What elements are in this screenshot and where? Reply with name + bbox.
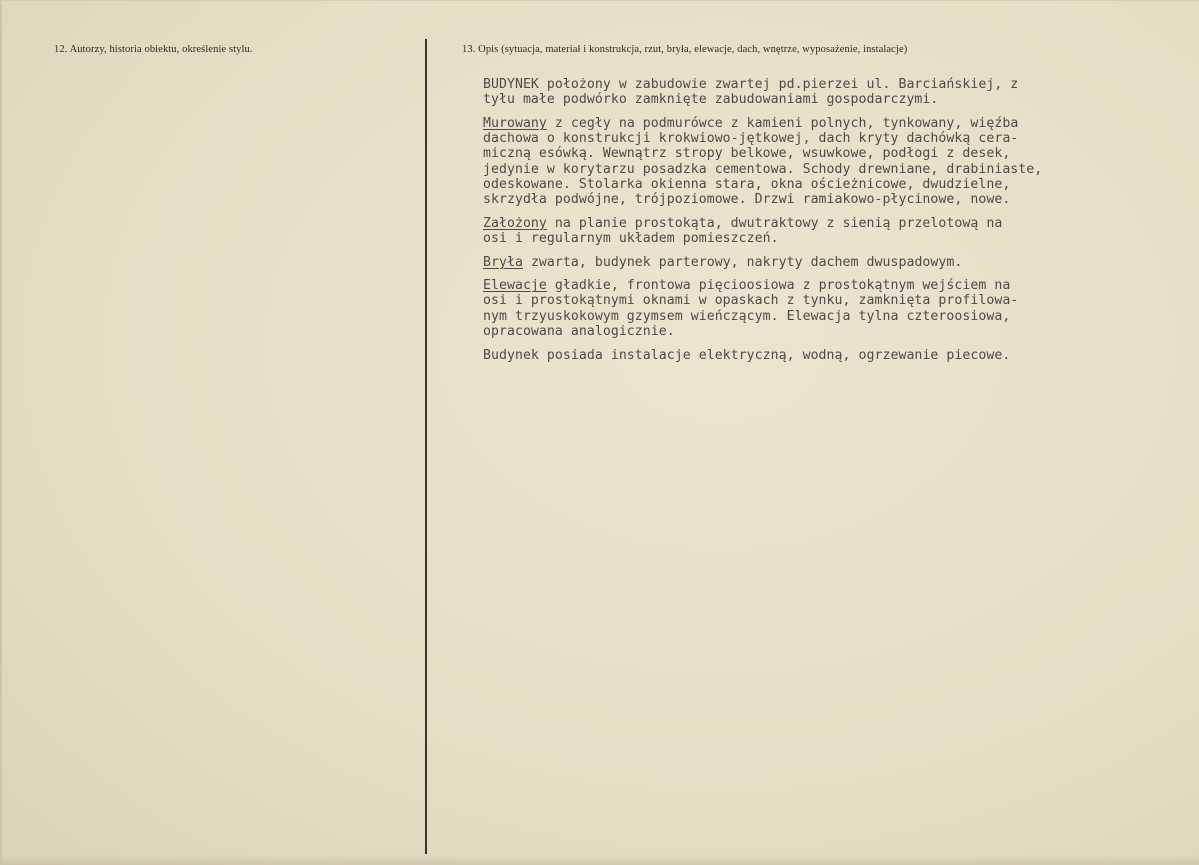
text-line-rest: na planie prostokąta, dwutraktowy z sienią przelotową na: [546, 215, 1003, 231]
paragraph-installations: [483, 348, 1188, 363]
text-line: [483, 216, 1188, 231]
text-line: osi i prostokątnymi oknami w opaskach z tynku, zamknięta profilowa-: [483, 293, 1019, 309]
column-divider: [425, 39, 427, 854]
text-line-rest: gładkie, frontowa pięcioosiowa z prostokątnym wejściem na: [546, 278, 1011, 294]
text-line: opracowana analogicznie.: [483, 323, 675, 339]
text-line: [483, 255, 1188, 270]
section-13-description: [483, 77, 1188, 371]
paragraph-plan: [483, 216, 1188, 246]
paper-edge-shadow: [2, 855, 1199, 865]
keyword-elewacje: Elewacje: [483, 278, 547, 294]
keyword-zalozony: Założony: [483, 215, 547, 231]
text-line: osi i regularnym układem pomieszczeń.: [483, 230, 779, 246]
section-12-label: 12. Autorzy, historia obiektu, określenie stylu.: [54, 44, 253, 55]
text-line: odeskowane. Stolarka okienna stara, okna ościeżnicowe, dwudzielne,: [483, 176, 1011, 192]
text-line: tyłu małe podwórko zamknięte zabudowaniami gospodarczymi.: [483, 92, 939, 108]
keyword-murowany: Murowany: [483, 115, 547, 131]
paragraph-location: [483, 77, 1188, 107]
text-line: [483, 116, 1188, 131]
text-line: [483, 278, 1188, 293]
section-13-label: 13. Opis (sytuacja, materiał i konstrukcja, rzut, bryła, elewacje, dach, wnętrze, wyposażenie, instalacje): [462, 44, 908, 55]
text-line: dachowa o konstrukcji krokwiowo-jętkowej, dach kryty dachówką cera-: [483, 131, 1019, 147]
keyword-bryla: Bryła: [483, 254, 523, 270]
paragraph-construction: [483, 116, 1188, 207]
text-line: miczną esówką. Wewnątrz stropy belkowe, wsuwkowe, podłogi z desek,: [483, 146, 1011, 162]
text-line: BUDYNEK położony w zabudowie zwartej pd.pierzei ul. Barciańskiej, z: [483, 77, 1019, 92]
text-line-rest: zwarta, budynek parterowy, nakryty dachem dwuspadowym.: [522, 254, 963, 270]
text-line: Budynek posiada instalacje elektryczną, wodną, ogrzewanie piecowe.: [483, 347, 1011, 363]
text-line: jedynie w korytarzu posadzka cementowa. Schody drewniane, drabiniaste,: [483, 161, 1043, 177]
paragraph-elevations: [483, 278, 1188, 339]
text-line: nym trzyuskokowym gzymsem wieńczącym. Elewacja tylna czteroosiowa,: [483, 308, 1011, 324]
text-line-rest: z cegły na podmurówce z kamieni polnych, tynkowany, więźba: [546, 115, 1019, 131]
paragraph-massing: [483, 255, 1188, 270]
text-line: skrzydła podwójne, trójpoziomowe. Drzwi ramiakowo-płycinowe, nowe.: [483, 191, 1011, 207]
